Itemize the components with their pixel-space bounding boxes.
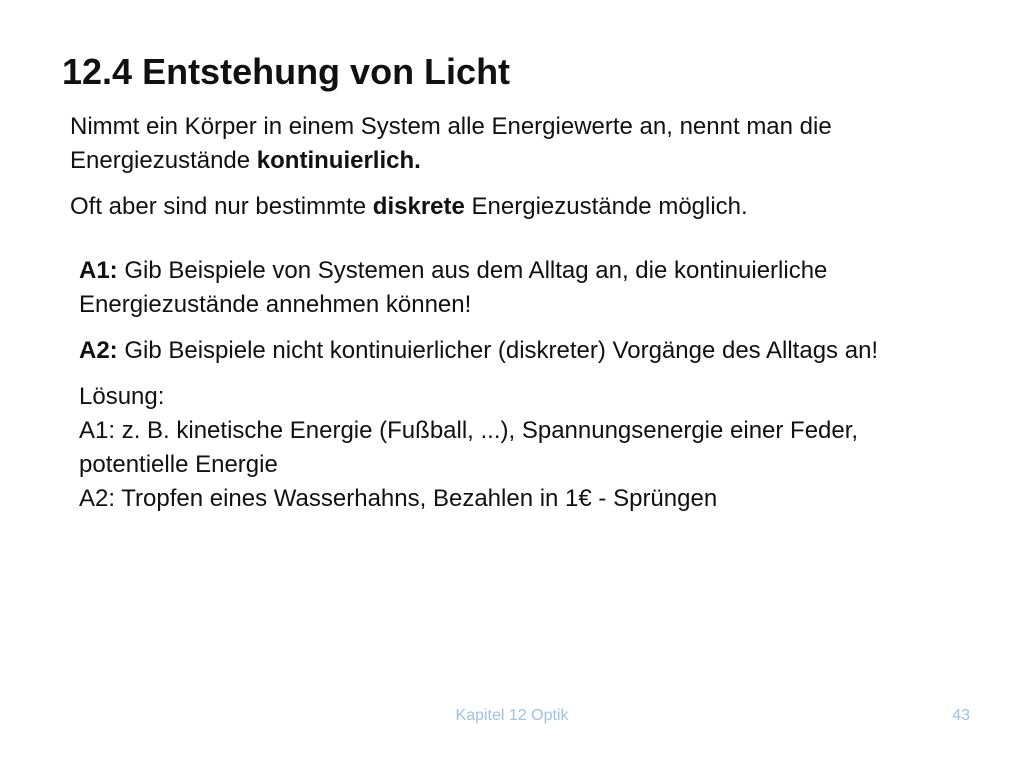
intro-paragraph-continuous — [70, 110, 950, 178]
keyword-discrete: diskrete — [372, 193, 465, 220]
task-a1 — [79, 254, 959, 322]
solution-line-a2: A2: Tropfen eines Wasserhahns, Bezahlen in 1€ - Sprüngen — [79, 485, 718, 512]
task-a1-label: A1: — [79, 257, 118, 284]
footer-page-number: 43 — [952, 707, 970, 724]
intro-paragraph-continuous-text: Nimmt ein Körper in einem System alle Energiewerte an, nennt man die Energiezustände — [70, 113, 832, 174]
solution-line-a1: A1: z. B. kinetische Energie (Fußball, ...), Spannungsenergie einer Feder, potentielle Energie — [79, 417, 859, 478]
intro-section — [70, 110, 950, 236]
task-a2 — [79, 334, 959, 368]
task-a1-text: Gib Beispiele von Systemen aus dem Alltag an, die kontinuierliche Energiezustände annehmen können! — [79, 257, 828, 318]
footer-chapter: Kapitel 12 Optik — [455, 707, 569, 724]
keyword-continuous: kontinuierlich. — [256, 147, 421, 174]
solution-block — [79, 380, 959, 516]
solution-heading: Lösung: — [79, 383, 165, 410]
intro-paragraph-discrete — [70, 190, 950, 224]
tasks-section — [79, 254, 959, 516]
intro-paragraph-discrete-post: Energiezustände möglich. — [464, 193, 748, 220]
task-a2-text: Gib Beispiele nicht kontinuierlicher (diskreter) Vorgänge des Alltags an! — [117, 337, 879, 364]
intro-paragraph-discrete-pre: Oft aber sind nur bestimmte — [70, 193, 373, 220]
task-a2-label: A2: — [79, 337, 118, 364]
slide-title: 12.4 Entstehung von Licht — [62, 51, 511, 92]
